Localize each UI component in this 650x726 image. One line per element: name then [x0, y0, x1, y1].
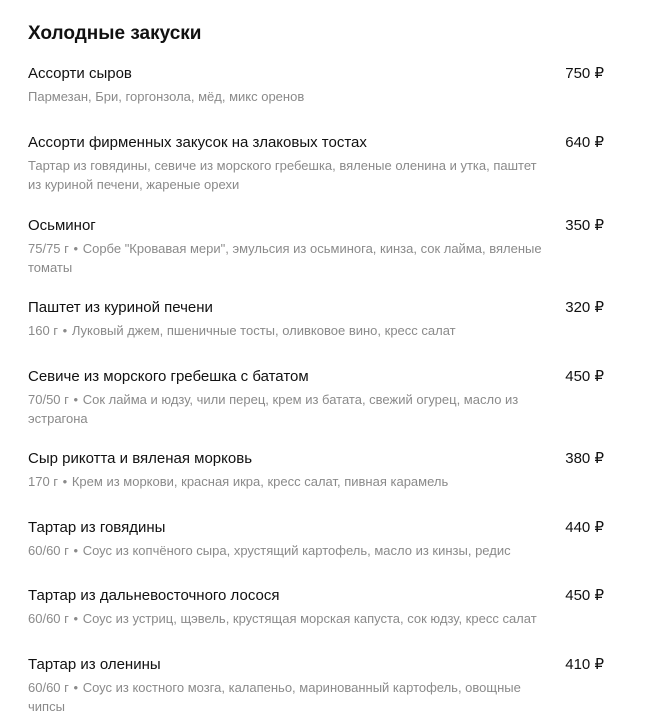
- menu-item[interactable]: [28, 367, 606, 428]
- item-description-text: Соус из копчёного сыра, хрустящий картофель, масло из кинзы, редис: [82, 543, 511, 558]
- separator-dot: •: [73, 543, 79, 558]
- separator-dot: •: [73, 392, 79, 407]
- section-title: Холодные закуски: [28, 23, 202, 44]
- item-name: Паштет из куриной печени: [28, 299, 213, 316]
- item-description: [28, 239, 548, 277]
- item-weight: 60/60 г: [28, 680, 69, 695]
- separator-dot: •: [73, 611, 79, 626]
- item-price: 410 ₽: [565, 656, 604, 673]
- item-weight: 75/75 г: [28, 241, 69, 256]
- separator-dot: •: [62, 323, 68, 338]
- item-name: Ассорти сыров: [28, 65, 132, 82]
- separator-dot: •: [73, 241, 79, 256]
- item-name: Ассорти фирменных закусок на злаковых тостах: [28, 134, 367, 151]
- item-description-text: Сок лайма и юдзу, чили перец, крем из батата, свежий огурец, масло из эстрагона: [28, 392, 519, 426]
- item-description: [28, 390, 548, 428]
- item-description: [28, 156, 548, 194]
- item-price: 320 ₽: [565, 299, 604, 316]
- menu-item[interactable]: [28, 216, 606, 277]
- menu-item[interactable]: [28, 64, 606, 106]
- item-description-text: Тартар из говядины, севиче из морского гребешка, вяленые оленина и утка, паштет из куриной печени, жареные орехи: [28, 158, 537, 192]
- menu-item[interactable]: [28, 655, 606, 716]
- item-name: Осьминог: [28, 217, 96, 234]
- item-name: Сыр рикотта и вяленая морковь: [28, 450, 253, 467]
- item-description: [28, 472, 548, 491]
- item-weight: 60/60 г: [28, 543, 69, 558]
- item-description: [28, 321, 548, 340]
- separator-dot: •: [73, 680, 79, 695]
- item-weight: 70/50 г: [28, 392, 69, 407]
- item-price: 750 ₽: [565, 65, 604, 82]
- item-price: 380 ₽: [565, 450, 604, 467]
- item-description: [28, 609, 548, 628]
- item-description: [28, 678, 548, 716]
- item-description: [28, 87, 548, 106]
- item-description-text: Соус из костного мозга, калапеньо, маринованный картофель, овощные чипсы: [28, 680, 521, 714]
- menu-item[interactable]: [28, 518, 606, 560]
- separator-dot: •: [62, 474, 68, 489]
- item-price: 640 ₽: [565, 134, 604, 151]
- item-name: Севиче из морского гребешка с бататом: [28, 368, 309, 385]
- item-price: 440 ₽: [565, 519, 604, 536]
- item-name: Тартар из говядины: [28, 519, 166, 536]
- item-description-text: Соус из устриц, щэвель, крустящая морская капуста, сок юдзу, кресс салат: [82, 611, 537, 626]
- item-weight: 160 г: [28, 323, 59, 338]
- item-description: [28, 541, 548, 560]
- menu-item[interactable]: [28, 298, 606, 340]
- menu-item[interactable]: [28, 449, 606, 491]
- item-name: Тартар из оленины: [28, 656, 161, 673]
- item-weight: 170 г: [28, 474, 59, 489]
- item-description-text: Крем из моркови, красная икра, кресс салат, пивная карамель: [71, 474, 449, 489]
- item-description-text: Луковый джем, пшеничные тосты, оливковое вино, кресс салат: [71, 323, 456, 338]
- item-description-text: Пармезан, Бри, горгонзола, мёд, микс оренов: [28, 89, 305, 104]
- item-price: 350 ₽: [565, 217, 604, 234]
- item-price: 450 ₽: [565, 587, 604, 604]
- menu-item[interactable]: [28, 133, 606, 194]
- item-weight: 60/60 г: [28, 611, 69, 626]
- item-description-text: Сорбе "Кровавая мери", эмульсия из осьминога, кинза, сок лайма, вяленые томаты: [28, 241, 542, 275]
- menu-item[interactable]: [28, 586, 606, 628]
- item-name: Тартар из дальневосточного лосося: [28, 587, 280, 604]
- item-price: 450 ₽: [565, 368, 604, 385]
